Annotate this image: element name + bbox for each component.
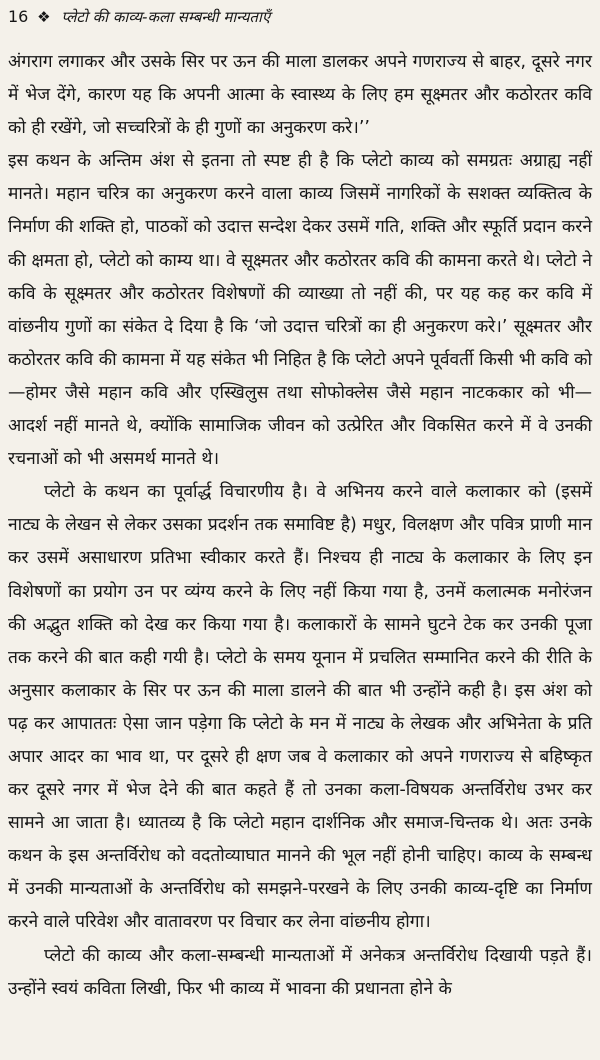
paragraph: प्लेटो की काव्य और कला-सम्बन्धी मान्यताओं में अनेकत्र अन्तर्विरोध दिखायी पड़ते हैं। उन्होंने स्वयं कविता लिखी, फिर भी काव्य में भावना की प्रधानता होने के [8, 945, 592, 999]
page-body [8, 46, 592, 1006]
page-number: 16 [8, 7, 29, 26]
header-title: प्लेटो की काव्य-कला सम्बन्धी मान्यताएँ [61, 8, 271, 26]
paragraph: इस कथन के अन्तिम अंश से इतना तो स्पष्ट ही है कि प्लेटो काव्य को समग्रतः अग्राह्य नहीं मानते। महान चरित्र का अनुकरण करने वाला काव्य जिसमें नागरिकों के सशक्त व्यक्तित्व के निर्माण की शक्ति हो, पाठकों को उदात्त सन्देश देकर उसमें गति, शक्ति और स्फूर्ति प्रदान करने की क्षमता हो, प्लेटो को काम्य था। वे सूक्ष्मतर और कठोरतर कवि की कामना करते थे। प्लेटो ने कवि के सूक्ष्मतर और कठोरतर विशेषणों की व्याख्या तो नहीं की, पर यह कह कर कवि में वांछनीय गुणों का संकेत दे दिया है कि ‘जो उदात्त चरित्रों का ही अनुकरण करे।’ सूक्ष्मतर और कठोरतर कवि की कामना में यह संकेत भी निहित है कि प्लेटो अपने पूर्ववर्ती किसी भी कवि को—होमर जैसे महान कवि और एस्खिलुस तथा सोफोक्लेस जैसे महान नाटककार को भी—आदर्श नहीं मानते थे, क्योंकि सामाजिक जीवन को उत्प्रेरित और विकसित करने में वे उनकी रचनाओं को भी असमर्थ मानते थे। [8, 151, 592, 470]
running-header [8, 4, 270, 30]
paragraph: प्लेटो के कथन का पूर्वार्द्ध विचारणीय है। वे अभिनय करने वाले कलाकार को (इसमें नाट्य के लेखन से लेकर उसका प्रदर्शन तक समाविष्ट है) मधुर, विलक्षण और पवित्र प्राणी मान कर उसमें असाधारण प्रतिभा स्वीकार करते हैं। निश्चय ही नाट्य के कलाकार के लिए इन विशेषणों का प्रयोग उन पर व्यंग्य करने के लिए नहीं किया गया है, उनमें कलात्मक मनोरंजन की अद्भुत शक्ति को देख कर किया गया है। कलाकारों के सामने घुटने टेक कर उनकी पूजा तक करने की बात कही गयी है। प्लेटो के समय यूनान में प्रचलित सम्मानित करने की रीति के अनुसार कलाकार के सिर पर ऊन की माला डालने की बात भी उन्होंने कही है। इस अंश को पढ़ कर आपाततः ऐसा जान पड़ेगा कि प्लेटो के मन में नाट्य के लेखक और अभिनेता के प्रति अपार आदर का भाव था, पर दूसरे ही क्षण जब वे कलाकार को अपने गणराज्य से बहिष्कृत कर दूसरे नगर में भेज देने की बात कहते हैं तो उनका कला-विषयक अन्तर्विरोध उभर कर सामने आ जाता है। ध्यातव्य है कि प्लेटो महान दार्शनिक और समाज-चिन्तक थे। अतः उनके कथन के इस अन्तर्विरोध को वदतोव्याघात मानने की भूल नहीं होनी चाहिए। काव्य के सम्बन्ध में उनकी मान्यताओं के अन्तर्विरोध को समझने-परखने के लिए उनकी काव्य-दृष्टि का निर्माण करने वाले परिवेश और वातावरण पर विचार कर लेना वांछनीय होगा। [8, 482, 592, 933]
ornament-icon: ❖ [37, 8, 51, 26]
paragraph-continued: अंगराग लगाकर और उसके सिर पर ऊन की माला डालकर अपने गणराज्य से बाहर, दूसरे नगर में भेज देंगे, कारण यह कि अपनी आत्मा के स्वास्थ्य के लिए हम सूक्ष्मतर और कठोरतर कवि को ही रखेंगे, जो सच्चरित्रों के ही गुणों का अनुकरण करे।’’ [8, 52, 592, 139]
